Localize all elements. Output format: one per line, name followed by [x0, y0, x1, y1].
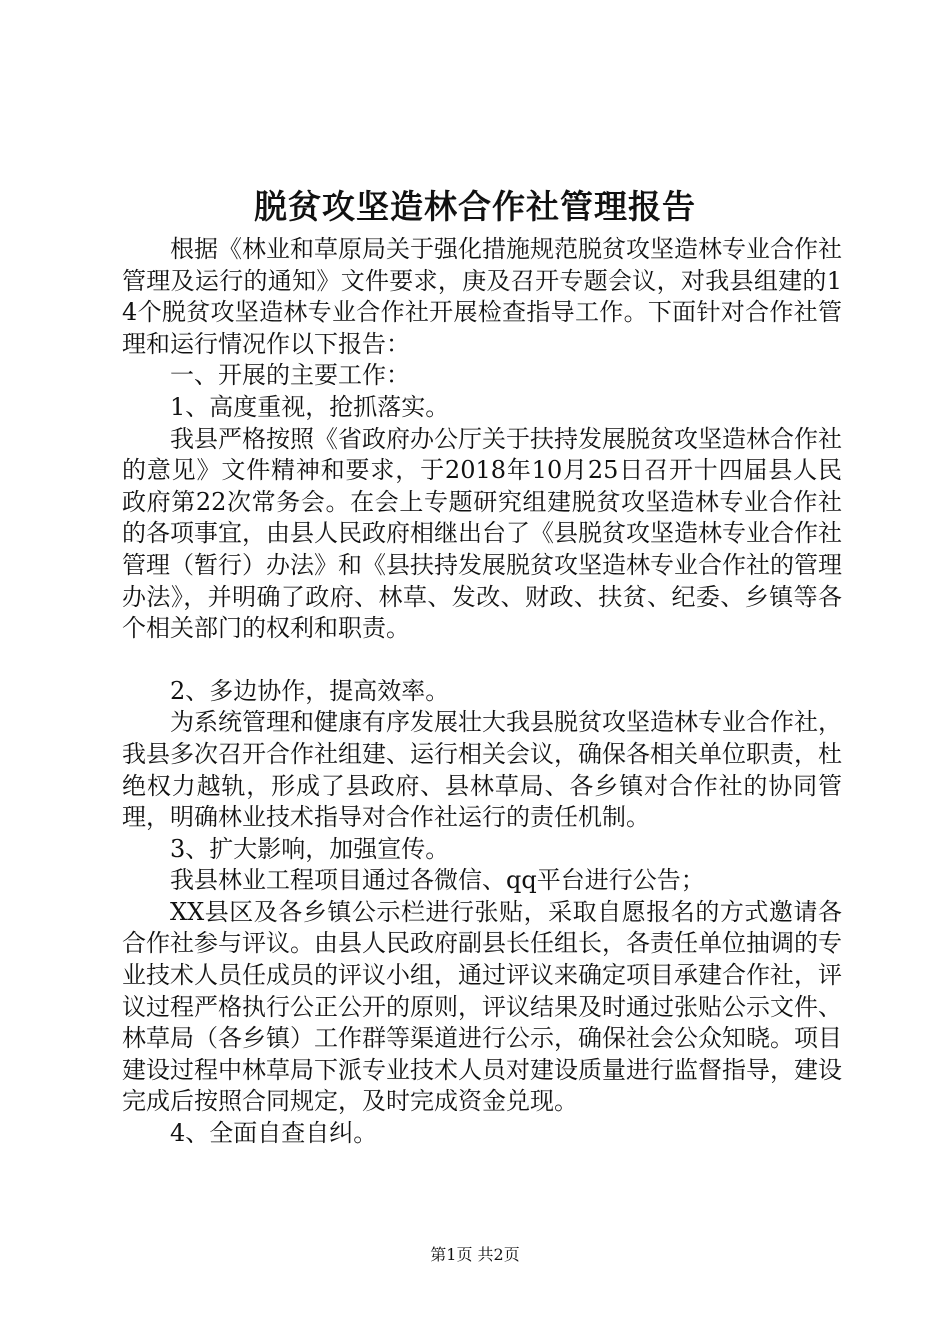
document-body [122, 234, 842, 1150]
page-footer: 第1页 共2页 [430, 1245, 520, 1264]
subheading-2: 2、多边协作，提高效率。 [170, 676, 450, 705]
subheading-3: 3、扩大影响，加强宣传。 [170, 834, 450, 863]
subheading-1: 1、高度重视，抢抓落实。 [170, 392, 450, 421]
paragraph-2: 为系统管理和健康有序发展壮大我县脱贫攻坚造林专业合作社，我县多次召开合作社组建、运行相关会议，确保各相关单位职责，杜绝权力越轨，形成了县政府、县林草局、各乡镇对合作社的协同管理，明确林业技术指导对合作社运行的责任机制。 [122, 708, 842, 832]
paragraph-3a: 我县林业工程项目通过各微信、qq平台进行公告； [170, 866, 705, 895]
paragraph-intro: 根据《林业和草原局关于强化措施规范脱贫攻坚造林专业合作社管理及运行的通知》文件要求，庚及召开专题会议，对我县组建的14个脱贫攻坚造林专业合作社开展检查指导工作。下面针对合作社管理和运行情况作以下报告： [122, 235, 842, 358]
section-heading-main-work: 一、开展的主要工作： [170, 361, 410, 390]
subheading-4: 4、全面自查自纠。 [170, 1119, 378, 1148]
document-title: 脱贫攻坚造林合作社管理报告 [254, 187, 696, 226]
paragraph-1: 我县严格按照《省政府办公厅关于扶持发展脱贫攻坚造林合作社的意见》文件精神和要求，于2018年10月25日召开十四届县人民政府第22次常务会。在会上专题研究组建脱贫攻坚造林专业合作社的各项事宜，由县人民政府相继出台了《县脱贫攻坚造林专业合作社管理（暂行）办法》和《县扶持发展脱贫攻坚造林专业合作社的管理办法》，并明确了政府、林草、发改、财政、扶贫、纪委、乡镇等各个相关部门的权利和职责。 [122, 424, 842, 643]
paragraph-3b: XX县区及各乡镇公示栏进行张贴，采取自愿报名的方式邀请各合作社参与评议。由县人民政府副县长任组长，各责任单位抽调的专业技术人员任成员的评议小组，通过评议来确定项目承建合作社，评议过程严格执行公正公开的原则，评议结果及时通过张贴公示文件、林草局（各乡镇）工作群等渠道进行公示，确保社会公众知晓。项目建设过程中林草局下派专业技术人员对建设质量进行监督指导，建设完成后按照合同规定，及时完成资金兑现。 [122, 897, 842, 1116]
